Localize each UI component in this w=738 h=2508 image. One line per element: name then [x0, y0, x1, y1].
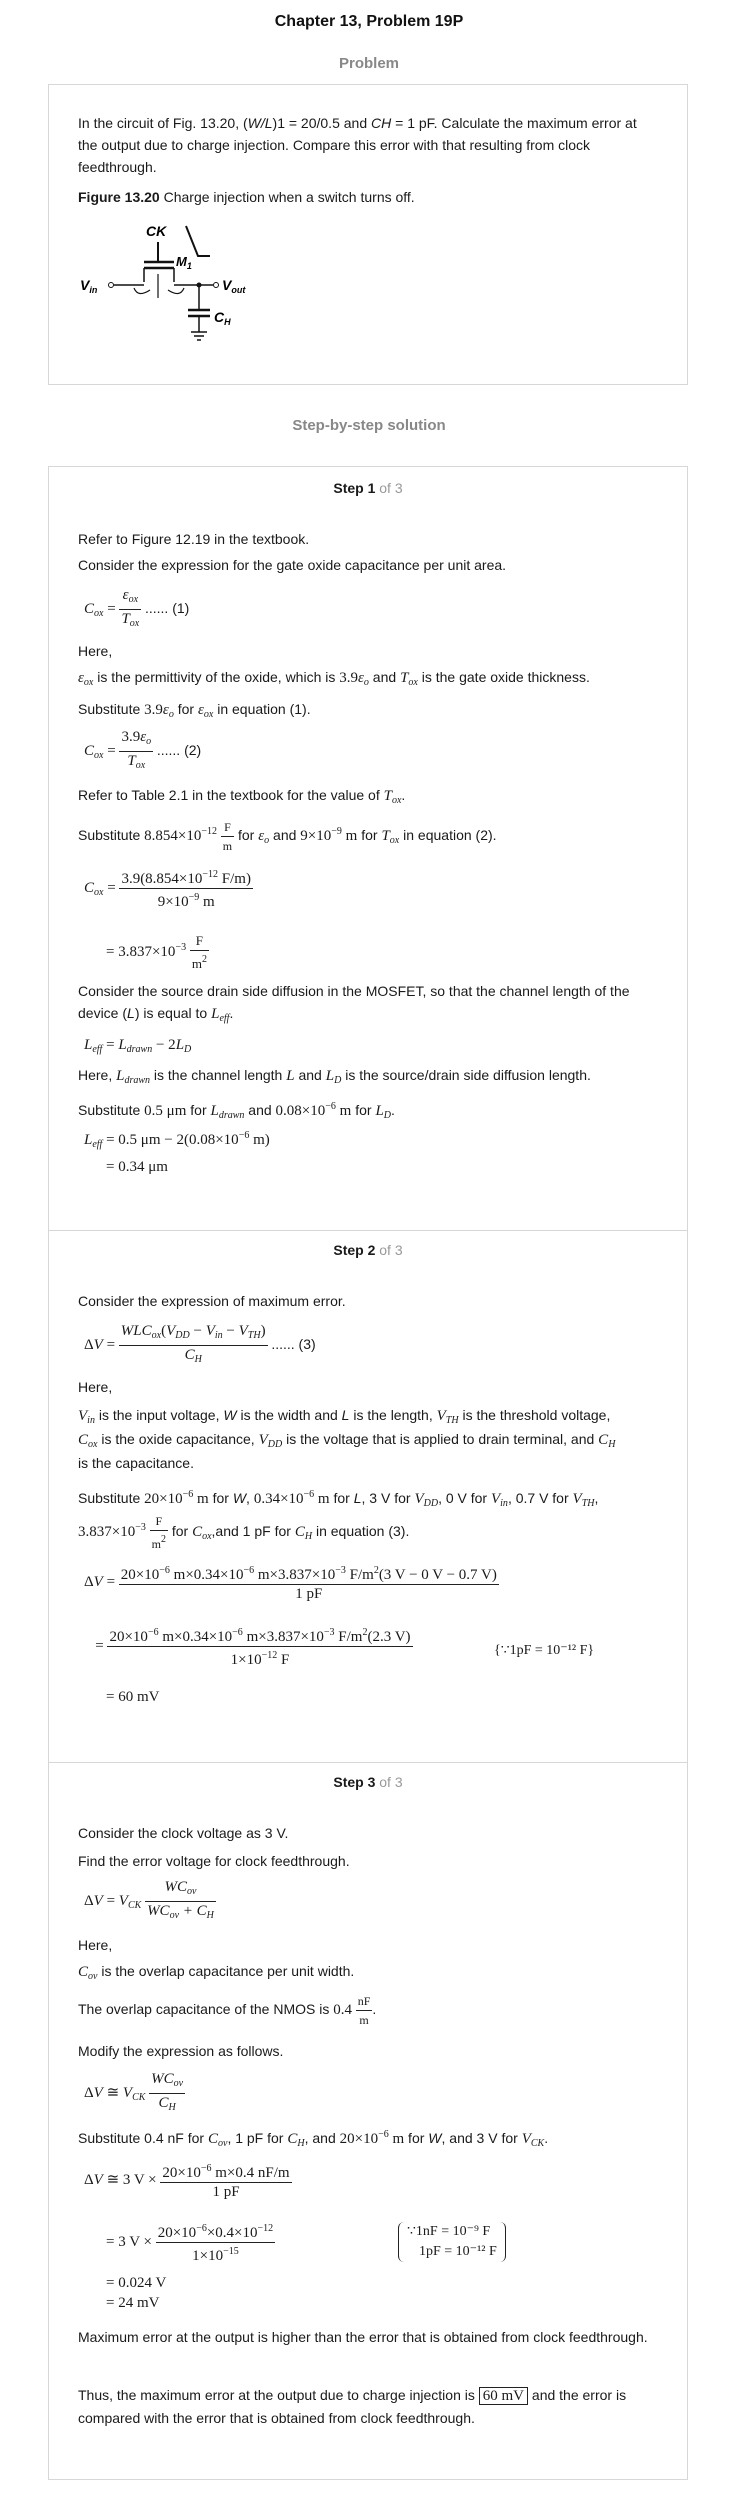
problem-heading: Problem: [338, 55, 399, 72]
s1-line7: Consider the source drain side diffusion in the MOSFET, so that the channel length of the device (L) is equal to $L_{eff}$.: [78, 983, 630, 1024]
s1-line9: Substitute 0.5 μm for $L_{drawn}$ and $0.08\times 10^{-6}$ m for $L_D$.: [78, 1101, 395, 1121]
s3-here: Here,: [78, 1937, 113, 1953]
s2-line5: Substitute $20\times 10^{-6}$ m for W, $0.34\times 10^{-6}$ m for L, 3 V for $V_{DD}$, 0 V for $V_{in}$, 0.7 V for $V_{TH}$,: [78, 1489, 599, 1509]
s3-line8: Thus, the maximum error at the output due to charge injection is 60 mV and the error is compared with the error that is obtained from clock feedthrough.: [78, 2387, 627, 2426]
step-divider-2: [48, 1762, 688, 1763]
s2-line4: is the capacitance.: [78, 1455, 194, 1471]
s3-eq2: ΔV ≅ $V_{CK}$ $\frac{WC_{ov}}{C_H}$: [84, 2071, 184, 2113]
s1-result: = 0.34 μm: [106, 1159, 168, 1175]
m1-label: $M_1$: [176, 254, 192, 271]
s1-eq5: $L_{eff} = 0.5$ $\mu m - 2(0.08\times 10^{-6}$ m): [84, 1130, 270, 1150]
s3-line3: $C_{ov}$ is the overlap capacitance per unit width.: [78, 1963, 355, 1982]
problem-text: In the circuit of Fig. 13.20, (W/L)1 = 20/0.5 and CH = 1 pF. Calculate the maximum error at the output due to charge injection. Compare this error with that resulting from clock feedthrough.: [78, 115, 637, 175]
s2-here: Here,: [78, 1379, 113, 1395]
s3-result-2: = 24 mV: [106, 2295, 160, 2311]
ck-label: CK: [146, 223, 167, 239]
s1-eq2: $C_{ox}$ = $\frac{3.9\varepsilon_o}{T_{ox}}$ ...... (2): [84, 729, 202, 771]
s2-eq2: ΔV = $\frac{20\times 10^{-6} m\times 0.34\times 10^{-6} m\times 3.837\times 10^{-3} F/m^2(3 V - 0 V - 0.7 V)}{1 pF}$: [84, 1562, 499, 1603]
solution-heading: Step-by-step solution: [292, 417, 446, 434]
s1-line3: $\varepsilon_{ox}$ is the permittivity of the oxide, which is $3.9\varepsilon_o$ and $T_{ox}$ is the gate oxide thickness.: [78, 669, 590, 688]
s1-eq3: $C_{ox}$ = $\frac{3.9(8.854\times 10^{-12} F/m)}{9\times 10^{-9} m}$: [84, 866, 253, 911]
s1-line6: Substitute $8.854\times 10^{-12}$ $\frac{F}{m}$ for $\varepsilon_o$ and $9\times 10^{-9}$ m for $T_{ox}$ in equation (2).: [78, 820, 497, 853]
s3-line2: Find the error voltage for clock feedthrough.: [78, 1853, 350, 1869]
s1-line4: Substitute $3.9\varepsilon_o$ for $\varepsilon_{ox}$ in equation (1).: [78, 701, 311, 720]
s3-result-1: = 0.024 V: [106, 2275, 167, 2291]
step-2-header: Step 2 of 3: [333, 1242, 403, 1258]
step-divider-1: [48, 1230, 688, 1231]
s3-line4: The overlap capacitance of the NMOS is 0.4 $\frac{nF}{m}$ .: [78, 1994, 377, 2027]
s2-brace-note: {∵1pF = 10⁻¹² F}: [494, 1643, 595, 1658]
s1-line5: Refer to Table 2.1 in the textbook for the value of $T_{ox}$.: [78, 787, 406, 806]
s3-brace-note: ∵1nF = 10⁻⁹ F 1pF = 10⁻¹² F: [398, 2222, 506, 2262]
s3-line7: Maximum error at the output is higher than the error that is obtained from clock feedthrough.: [78, 2329, 648, 2345]
s2-line2: $V_{in}$ is the input voltage, W is the width and L is the length, $V_{TH}$ is the threshold voltage,: [78, 1407, 611, 1426]
s1-line2: Consider the expression for the gate oxide capacitance per unit area.: [78, 557, 507, 573]
s1-here: Here,: [78, 643, 113, 659]
s2-line3: $C_{ox}$ is the oxide capacitance, $V_{DD}$ is the voltage that is applied to drain terminal, and $C_H$: [78, 1431, 616, 1450]
s2-result: = 60 mV: [106, 1689, 160, 1705]
final-answer-box: 60 mV: [479, 2387, 528, 2405]
figure-caption: Figure 13.20 Charge injection when a switch turns off.: [78, 189, 415, 205]
s1-eq4: $L_{eff} = L_{drawn} - 2L_D$: [84, 1037, 192, 1055]
s2-eq1: ΔV = $\frac{WLC_{ox}(V_{DD} - V_{in} - V_{TH})}{C_H}$ ...... (3): [84, 1323, 316, 1365]
s1-eq3-result: = $3.837\times 10^{-3}$ $\frac{F}{m^2}$: [106, 933, 207, 971]
step-3-header: Step 3 of 3: [333, 1774, 403, 1790]
s1-eq1: $C_{ox}$ = $\frac{\varepsilon_{ox}}{T_{ox}}$ ...... (1): [84, 587, 190, 629]
vout-label: $V_{out}$: [222, 277, 246, 295]
s1-line1: Refer to Figure 12.19 in the textbook.: [78, 531, 310, 547]
step-1-header: Step 1 of 3: [333, 480, 403, 496]
page-title: Chapter 13, Problem 19P: [274, 13, 464, 30]
vin-label: $V_{in}$: [80, 277, 98, 295]
s2-line6: $3.837\times 10^{-3}$ $\frac{F}{m^2}$ for $C_{ox},and$ 1 pF for $C_H$ in equation (3).: [78, 1514, 410, 1551]
s1-line8: Here, $L_{drawn}$ is the channel length L and $L_D$ is the source/drain side diffusion length.: [78, 1067, 591, 1086]
ch-label: $C_H$: [214, 309, 231, 327]
s3-line5: Modify the expression as follows.: [78, 2043, 284, 2059]
s3-line6: Substitute 0.4 nF for $C_{ov}$, 1 pF for $C_H$, and $20\times 10^{-6}$ m for W, and 3 V for $V_{CK}$.: [78, 2129, 549, 2149]
s3-eq1: $\Delta V = V_{CK}$ $\frac{WC_{ov}}{WC_{ov} + C_H}$: [84, 1879, 214, 1921]
s2-eq3: = $\frac{20\times 10^{-6} m\times 0.34\times 10^{-6} m\times 3.837\times 10^{-3} F/m^2(2.3 V)}{1\times 10^{-12} F}$: [84, 1624, 413, 1669]
s3-line1: Consider the clock voltage as 3 V.: [78, 1825, 289, 1841]
s3-eq3: ΔV ≅ 3 V × $\frac{20\times 10^{-6} m\times 0.4 nF/m}{1 pF}$: [84, 2160, 292, 2201]
s2-line1: Consider the expression of maximum error.: [78, 1293, 346, 1309]
circuit-diagram: [78, 218, 278, 358]
s3-eq4: = 3 V × $\frac{20\times 10^{-6}\times 0.4\times 10^{-12}}{1\times 10^{-15}}$: [106, 2220, 275, 2265]
